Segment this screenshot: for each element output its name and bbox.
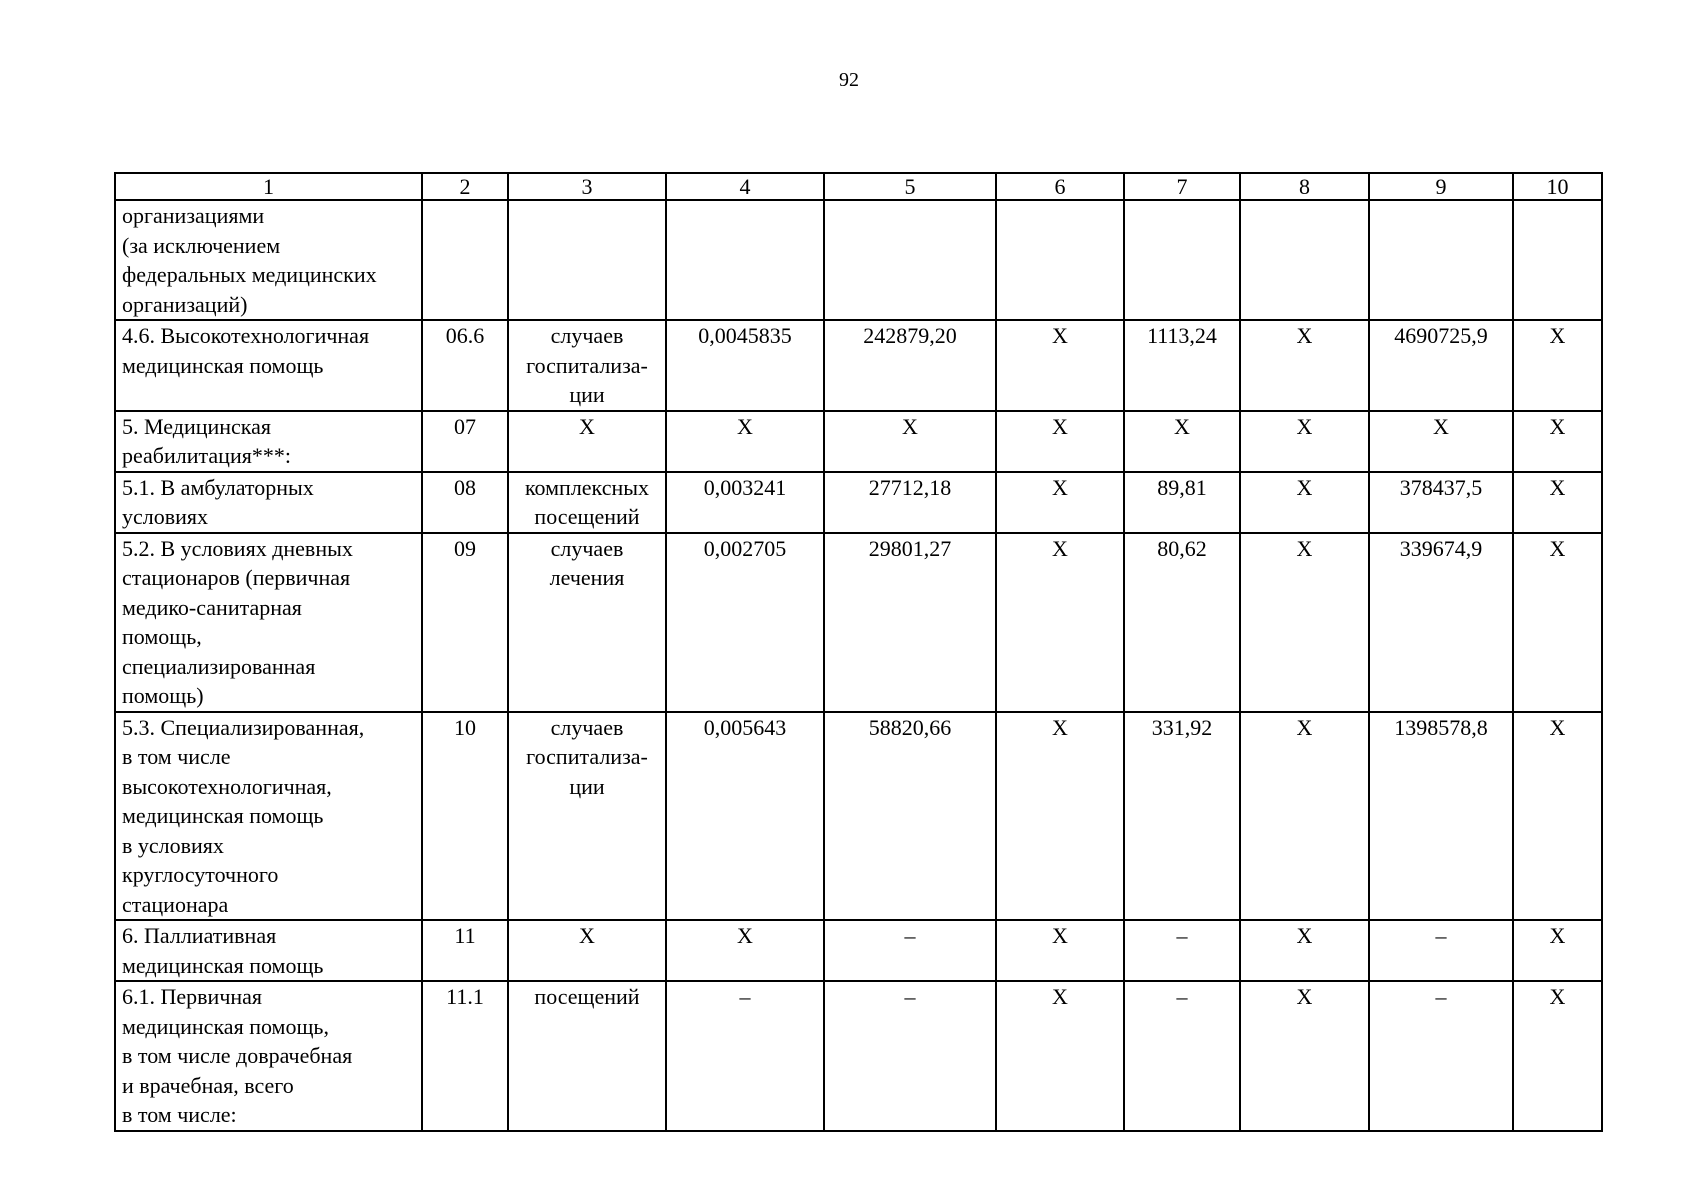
row-code: 06.6: [422, 320, 508, 411]
row-cell: [824, 200, 996, 320]
table-row: [115, 533, 1602, 712]
row-cell: –: [1124, 920, 1240, 981]
row-code: 09: [422, 533, 508, 712]
row-name: организациями (за исключением федеральных медицинских организаций): [115, 200, 422, 320]
row-cell: Х: [996, 981, 1124, 1131]
row-cell: Х: [996, 472, 1124, 533]
column-header: 9: [1369, 173, 1513, 200]
row-cell: Х: [996, 320, 1124, 411]
table-row: [115, 981, 1602, 1131]
row-unit: случаев госпитализа- ции: [508, 320, 666, 411]
row-name: 5.2. В условиях дневных стационаров (первичная медико-санитарная помощь, специализированная помощь): [115, 533, 422, 712]
row-cell: 0,0045835: [666, 320, 824, 411]
table-row: [115, 411, 1602, 472]
page-number: 92: [839, 69, 859, 91]
row-cell: Х: [1513, 472, 1602, 533]
row-cell: Х: [1240, 712, 1369, 921]
table-row: [115, 920, 1602, 981]
column-header: 3: [508, 173, 666, 200]
row-cell: [996, 200, 1124, 320]
row-cell: [1513, 200, 1602, 320]
row-cell: Х: [1513, 320, 1602, 411]
row-unit: комплексных посещений: [508, 472, 666, 533]
column-header: 8: [1240, 173, 1369, 200]
row-unit: Х: [508, 411, 666, 472]
row-cell: 0,005643: [666, 712, 824, 921]
column-header: 6: [996, 173, 1124, 200]
row-cell: Х: [666, 920, 824, 981]
row-code: 10: [422, 712, 508, 921]
row-cell: Х: [1513, 712, 1602, 921]
row-cell: 331,92: [1124, 712, 1240, 921]
column-header: 2: [422, 173, 508, 200]
row-cell: Х: [1240, 533, 1369, 712]
row-name: 5.3. Специализированная, в том числе высокотехнологичная, медицинская помощь в условиях круглосуточного стационара: [115, 712, 422, 921]
row-code: 07: [422, 411, 508, 472]
row-name: 5.1. В амбулаторных условиях: [115, 472, 422, 533]
row-cell: –: [1124, 981, 1240, 1131]
column-header: 1: [115, 173, 422, 200]
row-cell: 378437,5: [1369, 472, 1513, 533]
row-cell: 27712,18: [824, 472, 996, 533]
row-cell: 1398578,8: [1369, 712, 1513, 921]
row-cell: Х: [1240, 320, 1369, 411]
row-cell: 80,62: [1124, 533, 1240, 712]
column-header: 7: [1124, 173, 1240, 200]
row-cell: Х: [1240, 472, 1369, 533]
table-row: [115, 472, 1602, 533]
row-cell: –: [824, 920, 996, 981]
column-header: 4: [666, 173, 824, 200]
row-cell: Х: [996, 712, 1124, 921]
row-code: 11: [422, 920, 508, 981]
row-cell: Х: [996, 920, 1124, 981]
row-cell: 89,81: [1124, 472, 1240, 533]
row-name: 6. Паллиативная медицинская помощь: [115, 920, 422, 981]
row-cell: 0,002705: [666, 533, 824, 712]
row-cell: Х: [996, 533, 1124, 712]
row-unit: посещений: [508, 981, 666, 1131]
row-cell: Х: [1513, 920, 1602, 981]
row-cell: 29801,27: [824, 533, 996, 712]
row-cell: Х: [1240, 411, 1369, 472]
row-cell: Х: [1513, 411, 1602, 472]
row-cell: [1240, 200, 1369, 320]
row-cell: 1113,24: [1124, 320, 1240, 411]
row-unit: Х: [508, 920, 666, 981]
row-cell: Х: [1513, 981, 1602, 1131]
row-cell: –: [824, 981, 996, 1131]
row-code: [422, 200, 508, 320]
row-cell: Х: [1124, 411, 1240, 472]
row-cell: Х: [1369, 411, 1513, 472]
row-cell: [1124, 200, 1240, 320]
header-row: [115, 173, 1602, 200]
row-cell: [666, 200, 824, 320]
data-table: [114, 172, 1603, 1132]
row-cell: 242879,20: [824, 320, 996, 411]
column-header: 10: [1513, 173, 1602, 200]
table-row: [115, 200, 1602, 320]
row-name: 5. Медицинская реабилитация***:: [115, 411, 422, 472]
row-code: 08: [422, 472, 508, 533]
row-unit: [508, 200, 666, 320]
row-cell: 4690725,9: [1369, 320, 1513, 411]
row-cell: –: [1369, 981, 1513, 1131]
row-cell: [1369, 200, 1513, 320]
table-row: [115, 712, 1602, 921]
row-cell: Х: [666, 411, 824, 472]
row-cell: Х: [1513, 533, 1602, 712]
column-header: 5: [824, 173, 996, 200]
row-unit: случаев лечения: [508, 533, 666, 712]
table-row: [115, 320, 1602, 411]
row-cell: Х: [1240, 920, 1369, 981]
row-cell: –: [1369, 920, 1513, 981]
row-cell: 339674,9: [1369, 533, 1513, 712]
row-name: 4.6. Высокотехнологичная медицинская помощь: [115, 320, 422, 411]
row-cell: 58820,66: [824, 712, 996, 921]
row-name: 6.1. Первичная медицинская помощь, в том числе доврачебная и врачебная, всего в том числе:: [115, 981, 422, 1131]
row-cell: Х: [824, 411, 996, 472]
row-unit: случаев госпитализа- ции: [508, 712, 666, 921]
row-code: 11.1: [422, 981, 508, 1131]
row-cell: Х: [996, 411, 1124, 472]
row-cell: –: [666, 981, 824, 1131]
row-cell: Х: [1240, 981, 1369, 1131]
row-cell: 0,003241: [666, 472, 824, 533]
